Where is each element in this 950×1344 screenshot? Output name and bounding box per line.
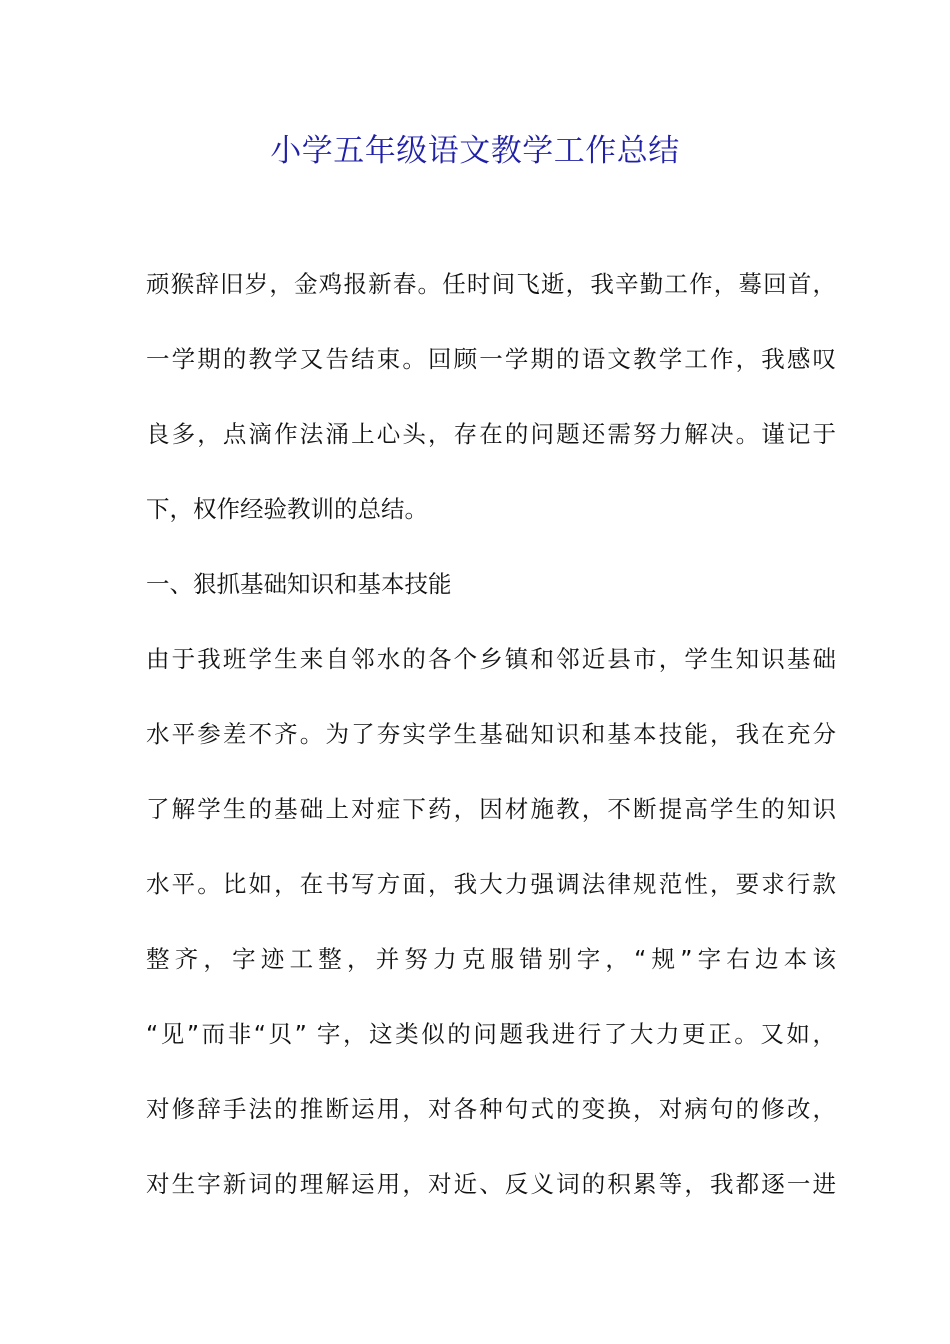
paragraph-line: 整齐，字迹工整，并努力克服错别字，“规”字右边本该 bbox=[146, 945, 836, 973]
paragraph-line: 对生字新词的理解运用，对近、反义词的积累等，我都逐一进 bbox=[146, 1170, 836, 1198]
paragraph-line: 下，权作经验教训的总结。 bbox=[146, 495, 428, 523]
paragraph-line: 水平参差不齐。为了夯实学生基础知识和基本技能，我在充分 bbox=[146, 720, 836, 748]
paragraph-line: 了解学生的基础上对症下药，因材施教，不断提高学生的知识 bbox=[146, 795, 836, 823]
paragraph-line: 由于我班学生来自邻水的各个乡镇和邻近县市，学生知识基础 bbox=[146, 645, 836, 673]
paragraph-line: 一学期的教学又告结束。回顾一学期的语文教学工作，我感叹 bbox=[146, 345, 836, 373]
paragraph-line: 顽猴辞旧岁，金鸡报新春。任时间飞逝，我辛勤工作，蓦回首， bbox=[146, 270, 836, 298]
paragraph-line: “见”而非“贝” 字，这类似的问题我进行了大力更正。又如， bbox=[146, 1020, 836, 1048]
document-title: 小学五年级语文教学工作总结 bbox=[270, 133, 680, 169]
paragraph-line: 水平。比如，在书写方面，我大力强调法律规范性，要求行款 bbox=[146, 870, 836, 898]
paragraph-line: 良多，点滴作法涌上心头，存在的问题还需努力解决。谨记于 bbox=[146, 420, 836, 448]
paragraph-line: 对修辞手法的推断运用，对各种句式的变换，对病句的修改， bbox=[146, 1095, 836, 1123]
section-heading: 一、狠抓基础知识和基本技能 bbox=[146, 570, 452, 598]
